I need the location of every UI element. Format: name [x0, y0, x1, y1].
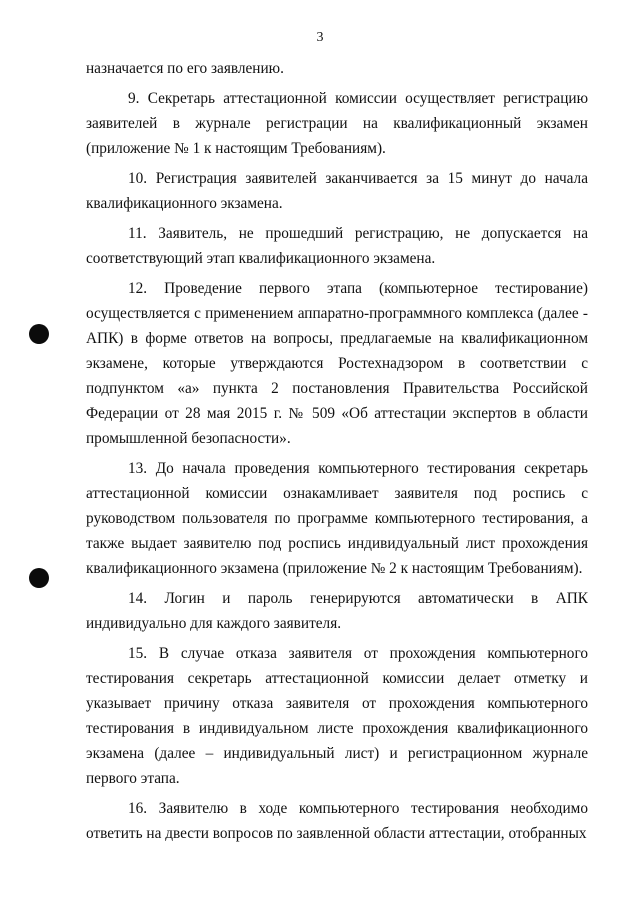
paragraph-continuation: назначается по его заявлению.: [86, 60, 284, 77]
paragraph-16: 16. Заявителю в ходе компьютерного тестирования необходимо ответить на двести вопросов по заявленной области аттестации, отобранных: [86, 800, 588, 842]
paragraph-9: 9. Секретарь аттестационной комиссии осуществляет регистрацию заявителей в журнале регистрации на квалификационный экзамен (приложение № 1 к настоящим Требованиям).: [86, 90, 588, 157]
paragraph-11: 11. Заявитель, не прошедший регистрацию, не допускается на соответствующий этап квалификационного экзамена.: [86, 225, 588, 267]
paragraph-14: 14. Логин и пароль генерируются автоматически в АПК индивидуально для каждого заявителя.: [86, 590, 588, 632]
paragraph-13: 13. До начала проведения компьютерного тестирования секретарь аттестационной комиссии ознакамливает заявителя под роспись с руководством пользователя по программе компьютерного тестирования, а также выдает заявителю под роспись индивидуальный лист прохождения квалификационного экзамена (приложение № 2 к настоящим Требованиям).: [86, 460, 588, 577]
page-number: 3: [316, 30, 324, 45]
document-body: [86, 56, 588, 851]
punch-hole-bottom: [29, 568, 49, 588]
punch-hole-top: [29, 324, 49, 344]
paragraph-15: 15. В случае отказа заявителя от прохождения компьютерного тестирования секретарь аттестационной комиссии делает отметку и указывает причину отказа заявителя от прохождения компьютерного тестирования в индивидуальном листе прохождения квалификационного экзамена (далее – индивидуальный лист) и регистрационном журнале первого этапа.: [86, 645, 588, 787]
paragraph-10: 10. Регистрация заявителей заканчивается за 15 минут до начала квалификационного экзамена.: [86, 170, 588, 212]
paragraph-12: 12. Проведение первого этапа (компьютерное тестирование) осуществляется с применением аппаратно-программного комплекса (далее - АПК) в форме ответов на вопросы, предлагаемые на квалификационном экзамене, которые утверждаются Ростехнадзором в соответствии с подпунктом «а» пункта 2 постановления Правительства Российской Федерации от 28 мая 2015 г. № 509 «Об аттестации экспертов в области промышленной безопасности».: [86, 280, 588, 447]
